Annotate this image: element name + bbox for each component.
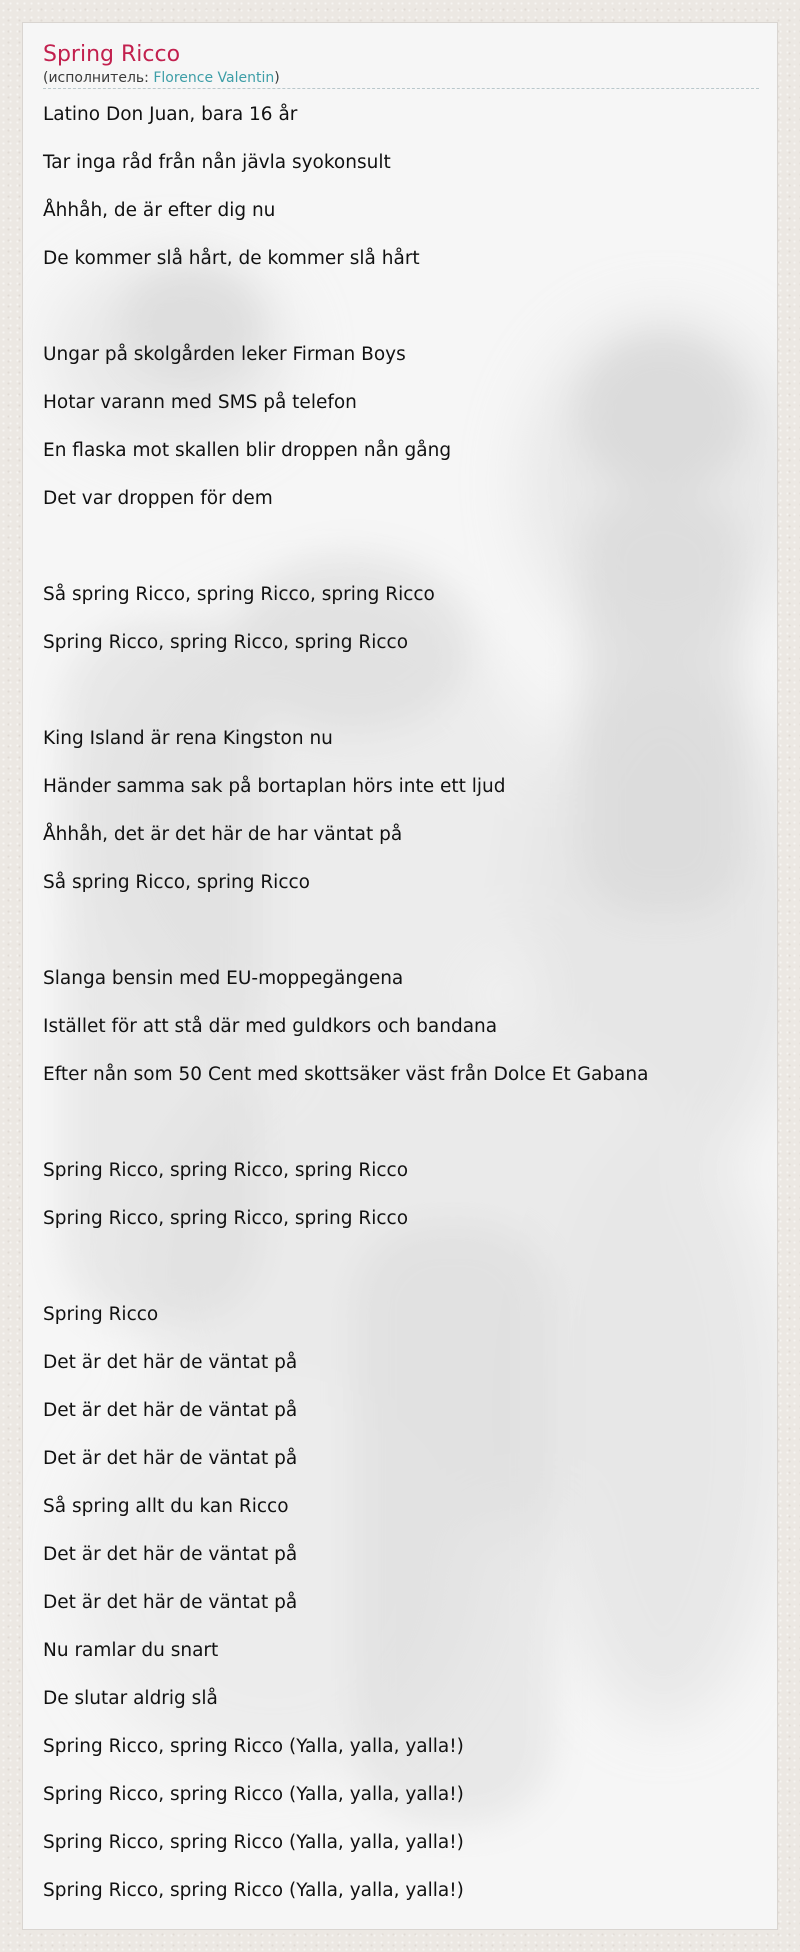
lyric-line: De slutar aldrig slå [43,1688,218,1709]
lyric-line: Åhhåh, det är det här de har väntat på [43,824,403,845]
lyric-line: Istället för att stå där med guldkors och bandana [43,1016,498,1037]
lyric-line: En flaska mot skallen blir droppen nån gång [43,440,452,461]
lyric-line: Spring Ricco, spring Ricco, spring Ricco [43,632,409,653]
lyric-line: Spring Ricco, spring Ricco (Yalla, yalla, yalla!) [43,1784,464,1805]
lyric-line: Det är det här de väntat på [43,1448,298,1469]
lyric-line: Det är det här de väntat på [43,1592,298,1613]
lyric-line: Spring Ricco, spring Ricco (Yalla, yalla, yalla!) [43,1880,464,1901]
artist-credit [43,69,759,89]
stanza-gap [43,667,757,715]
artist-link[interactable]: Florence Valentin [153,70,275,86]
lyrics-card [22,22,778,1930]
artist-suffix: ) [274,70,280,86]
stanza-gap [43,1243,757,1291]
lyric-line: Det är det här de väntat på [43,1544,298,1565]
song-title: Spring Ricco [43,42,181,67]
lyric-line: Spring Ricco, spring Ricco, spring Ricco [43,1160,409,1181]
stanza-gap [43,523,757,571]
lyric-line: Spring Ricco, spring Ricco (Yalla, yalla, yalla!) [43,1832,464,1853]
lyric-line: Slanga bensin med EU-moppegängena [43,968,404,989]
stanza-gap [43,907,757,955]
lyric-line: Spring Ricco, spring Ricco, spring Ricco [43,1208,409,1229]
lyric-line: Så spring allt du kan Ricco [43,1496,289,1517]
lyric-line: Latino Don Juan, bara 16 år [43,104,298,125]
lyric-line: Spring Ricco, spring Ricco (Yalla, yalla, yalla!) [43,1736,464,1757]
lyric-line: Hotar varann med SMS på telefon [43,392,357,413]
lyric-line: Så spring Ricco, spring Ricco [43,872,310,893]
stanza-gap [43,283,757,331]
lyric-line: Det var droppen för dem [43,488,273,509]
lyric-line: Så spring Ricco, spring Ricco, spring Ricco [43,584,435,605]
lyric-line: King Island är rena Kingston nu [43,728,333,749]
lyric-line: De kommer slå hårt, de kommer slå hårt [43,248,420,269]
lyric-line: Det är det här de väntat på [43,1400,298,1421]
lyric-line: Det är det här de väntat på [43,1352,298,1373]
lyrics-content [23,23,777,1915]
lyric-line: Nu ramlar du snart [43,1640,219,1661]
lyric-line: Tar inga råd från nån jävla syokonsult [43,152,391,173]
lyric-line: Spring Ricco [43,1304,159,1325]
artist-prefix: (исполнитель: [43,70,154,86]
lyric-line: Ungar på skolgården leker Firman Boys [43,344,406,365]
lyrics-body [43,91,757,1915]
lyric-line: Efter nån som 50 Cent med skottsäker väst från Dolce Et Gabana [43,1064,649,1085]
lyric-line: Händer samma sak på bortaplan hörs inte ett ljud [43,776,506,797]
stanza-gap [43,1099,757,1147]
lyric-line: Åhhåh, de är efter dig nu [43,200,276,221]
